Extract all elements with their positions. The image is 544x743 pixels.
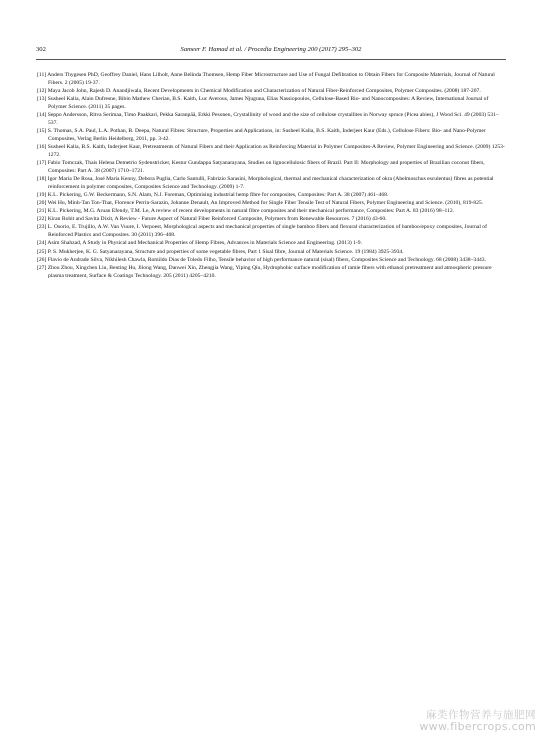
page-number: 302 bbox=[36, 46, 46, 53]
reference-item: [16] Susheel Kalia, B.S. Kaith, Inderjeet Kaur, Pretreatments of Natural Fibers and their Application as Reinforcing Material in Polymer Composites-A Review, Polymer Engineering and Science. (2009) 1253-1272. bbox=[37, 144, 505, 158]
reference-item: [14] Seppo Andersson, Ritva Serimaa, Timo Paakkari, Pekka Saranpää, Erkki Pesonen, Crystallinity of wood and the size of cellulose crystallites in Norway spruce (Picea abies), J Wood Sci. 49 (2003) 531–537. bbox=[37, 112, 499, 126]
reference-list bbox=[37, 72, 507, 281]
reference-item: [19] K.L. Pickering, G.W. Beckermann, S.N. Alam, N.J. Foreman, Optimising industrial hemp fibre for composites, Composites: Part A. 38 (2007) 461–468. bbox=[37, 192, 389, 199]
reference-item: [15] S. Thomas, S.A. Paul, L.A. Pothan, B. Deepa, Natural Fibres: Structure, Properties and Applications, in: Susheel Kalia, B.S. Kaith, Inderjeet Kaur (Eds.), Cellulose Fibers: Bio- and Nano-Polymer Composites, Verlag Berlin Heidelberg, 2011, pp. 3-42. bbox=[37, 128, 486, 142]
reference-item: [27] Zhou Zhou, Xingchen Liu, Benting Hu, Jilong Wang, Danwei Xin, Zhengjia Wang, Yiping Qiu, Hydrophobic surface modification of ramie fibers with ethanol pretreatment and atmospheric pressure plasma treatment, Surface & Coatings Technology. 205 (2011) 4205–4210. bbox=[37, 264, 492, 279]
page-header bbox=[36, 44, 506, 56]
reference-item: [25] P. S. Mukherjee, K. G. Satyanarayana, Structure and properties of some vegetable fibres, Part 1 Sisal fibre, Journal of Materials Science. 19 (1984) 3925-3934. bbox=[37, 248, 404, 255]
reference-item: [11] Anders Thygesen PhD, Geoffrey Daniel, Hans Lilholt, Anne Belinda Thomsen, Hemp Fiber Microstructure and Use of Fungal Defibration to Obtain Fibers for Composite Materials, Journal of Natural Fibers. 2 (2005) 19-37. bbox=[37, 72, 495, 86]
reference-item: [20] Wei Hu, Minh-Tan Ton-That, Florence Perrin-Sarazin, Johanne Denault, An Improved Method for Single Fiber Tensile Test of Natural Fibers, Polymer Engineering and Science. (2010), 819-825. bbox=[37, 200, 484, 207]
reference-item: [12] Maya Jacob John, Rajesh D. Anandjiwala, Recent Developments in Chemical Modification and Characterization of Natural Fiber-Reinforced Composites, Polymer Composites. (2008) 187-207. bbox=[37, 88, 481, 94]
watermark bbox=[386, 709, 536, 733]
reference-item: [13] Susheel Kalia, Alain Dufresne, Bibin Mathew Cherian, B.S. Kaith, Luc Averous, James Njuguna, Elias Nassiopoulos, Cellulose-Based Bio- and Nanocomposites: A Review, International Journal of Polymer Science. (2011) 35 pages. bbox=[37, 96, 489, 110]
header-rule bbox=[36, 59, 506, 60]
reference-item: [26] Flavio de Andrade Silva, Nikhilesh Chawla, Romildo Dias de Toledo Filho, Tensile behavior of high performance natural (sisal) fibers, Composites Science and Technology. 68 (2008) 3438–3443. bbox=[37, 256, 486, 263]
running-title: Sameer F. Hamad et al. / Procedia Engineering 200 (2017) 295–302 bbox=[180, 46, 362, 53]
reference-item: [24] Asim Shahzad, A Study in Physical and Mechanical Properties of Hemp Fibres, Advances in Materials Science and Engineering. (2013) 1-9. bbox=[37, 240, 362, 247]
reference-item: [18] Igor Maria De Rosa, José Maria Kenny, Debora Puglia, Carlo Santulli, Fabrizio Sarasini, Morphological, thermal and mechanical characterization of okra (Abelmoschus esculentus) fibres as potential reinforcement in polymer composites, Composites Science and Technology. (2009) 1-7. bbox=[37, 176, 494, 190]
reference-item: [17] Fabio Tomczak, Thais Helena Demetrio Sydenstricker, Kestur Gundappa Satyanarayana, Studies on lignocellulosic fibers of Brazil. Part II: Morphology and properties of Brazilian coconut fibers, Composites: Part A. 38 (2007) 1710–1721. bbox=[37, 160, 485, 174]
reference-item: [22] Kiran Rohit and Savita Dixit, A Review - Future Aspect of Natural Fiber Reinforced Composite, Polymers from Renewable Resources. 7 (2016) 43-60. bbox=[37, 216, 387, 223]
reference-item: [23] L. Osorio, E. Trujillo, A.W. Van Vuure, I. Verpoest, Morphological aspects and mechanical properties of single bamboo fibers and flexural characterization of bamboo/epoxy composites, Journal of Reinforced Plastics and Composites. 30 (2011) 396–408. bbox=[37, 224, 487, 239]
watermark-url: www.fibercrops.com bbox=[419, 720, 536, 733]
watermark-chinese-text: 麻类作物营养与施肥网 bbox=[426, 709, 536, 721]
reference-item: [21] K.L. Pickering, M.G. Aruan Efendy, T.M. Le, A review of recent developments in natural fibre composites and their mechanical performance, Composites: Part A. 83 (2016) 98–112. bbox=[37, 208, 455, 215]
